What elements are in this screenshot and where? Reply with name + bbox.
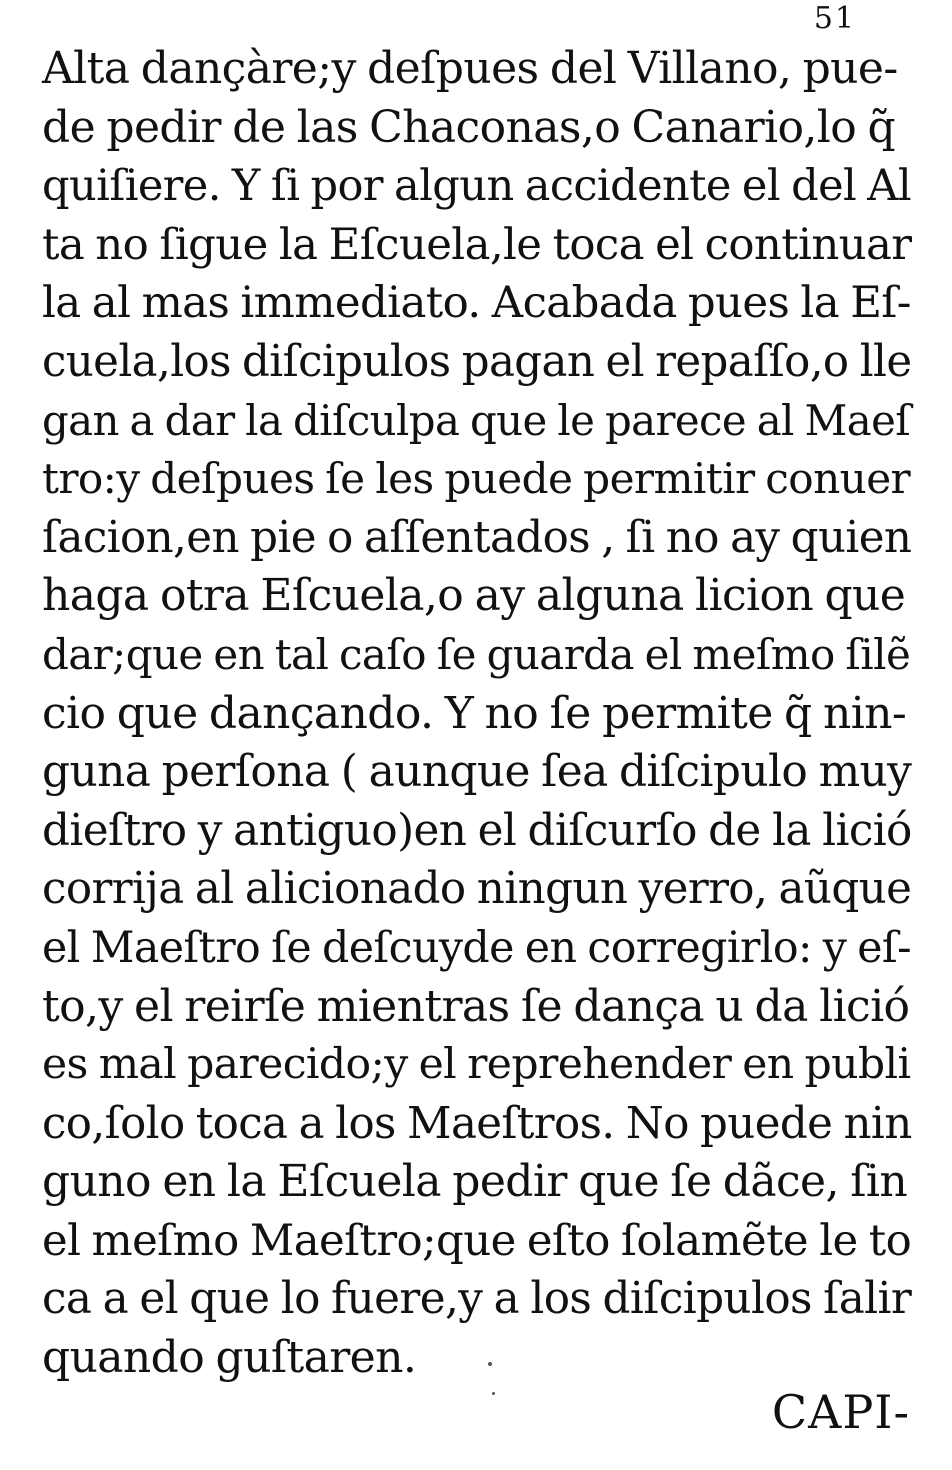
page-number: 51 [813,1,856,36]
text-line: Alta dançàre;y deſpues del Villano, pue- [42,43,898,94]
text-line: ſacion,en pie o aſſentados , ſi no ay quien [42,512,912,563]
text-line: de pedir de las Chaconas,o Canario,lo q̃ [42,101,896,153]
text-line: quando guſtaren. [42,1332,417,1384]
text-line: cio que dançando. Y no ſe permite q̃ nin- [42,687,907,739]
text-line: la al mas immediato. Acabada pues la Eſ- [42,278,911,329]
text-line: ta no ſigue la Eſcuela,le toca el continuar [42,219,912,270]
text-line: corrija al alicionado ningun yerro, aũque [42,864,912,915]
text-line: guno en la Eſcuela pedir que ſe dãce, ſin [42,1156,908,1208]
text-line: dieſtro y antiguo)en el diſcurſo de la lició [42,804,912,856]
text-line: quiſiere. Y ſi por algun accidente el del Al [42,161,912,212]
text-line: co,ſolo toca a los Maeſtros. No puede nin [42,1098,912,1149]
text-line: el Maeſtro ſe deſcuyde en corregirlo: y eſ- [42,922,911,973]
text-line: ca a el que lo fuere,y a los diſcipulos ſalir [42,1273,912,1325]
text-line: guna perſona ( aunque ſea diſcipulo muy [42,746,912,798]
text-line: haga otra Eſcuela,o ay alguna licion que [42,570,906,622]
text-line: cuela,los diſcipulos pagan el repaſſo,o lle [42,336,912,387]
text-line: tro:y deſpues ſe les puede permitir conuer [42,454,911,504]
catchword: CAPI- [771,1385,910,1439]
text-line: gan a dar la diſculpa que le parece al Maeſ [42,395,911,445]
text-line: dar;que en tal caſo ſe guarda el meſmo ſilẽ [42,629,911,679]
ink-speck [492,1392,495,1395]
text-line: es mal parecido;y el reprehender en publi [42,1040,911,1090]
ink-speck [488,1362,492,1366]
text-line: el meſmo Maeſtro;que eſto ſolamẽte le to [42,1215,912,1266]
body-text [42,40,912,1388]
text-line: to,y el reirſe mientras ſe dança u da lició [42,980,910,1032]
